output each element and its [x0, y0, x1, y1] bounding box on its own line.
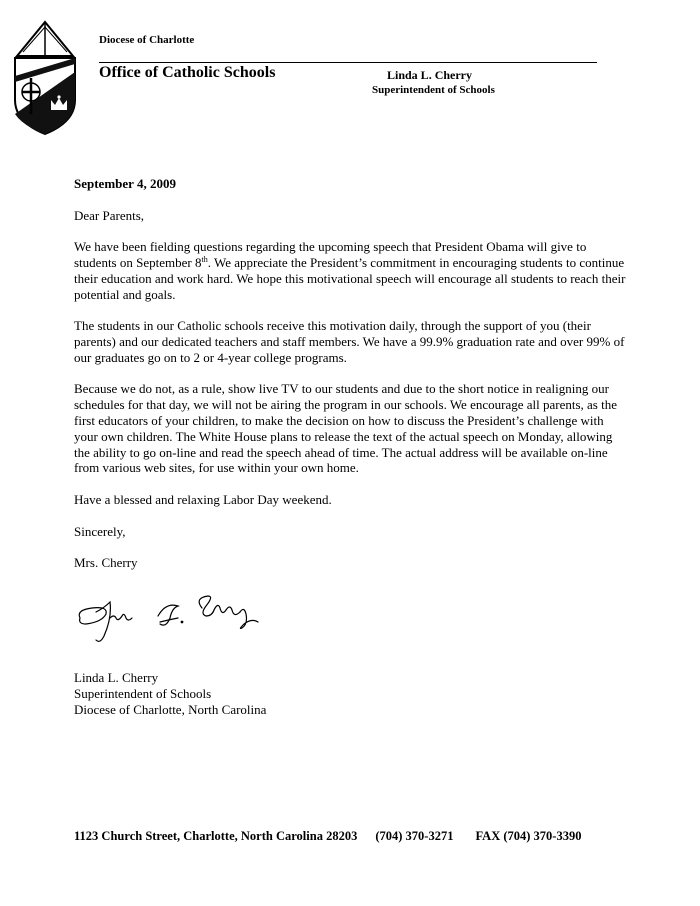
paragraph-1-start: We have been fielding questions regarding the upcoming speech that President Obama will give to students on September 8 — [74, 239, 587, 270]
ordinal-suffix: th — [201, 254, 208, 264]
office-name: Office of Catholic Schools — [99, 64, 276, 81]
diocese-seal-icon — [13, 18, 77, 136]
footer-fax: FAX (704) 370-3390 — [475, 829, 582, 843]
paragraph-1-end: . We appreciate the President’s commitment in encouraging students to continue their education and work hard. We hope this motivational speech will encourage all students to reach their potential and goals. — [74, 254, 626, 302]
signer-organization: Diocese of Charlotte, North Carolina — [74, 702, 267, 717]
handwritten-signature — [74, 588, 274, 648]
signature-block — [74, 670, 266, 718]
closing: Sincerely, — [74, 523, 126, 539]
signoff: Mrs. Cherry — [74, 555, 138, 571]
superintendent-title: Superintendent of Schools — [372, 84, 495, 96]
signer-title: Superintendent of Schools — [74, 686, 212, 701]
letter-date: September 4, 2009 — [74, 176, 176, 191]
header-rule — [99, 62, 597, 63]
salutation: Dear Parents, — [74, 207, 145, 223]
footer-phone: (704) 370-3271 — [375, 829, 454, 843]
paragraph-3: Because we do not, as a rule, show live TV to our students and due to the short notice in realigning our schedules for that day, we will not be airing the program in our schools. We encourage all parents, as the first educators of your children, to make the decision on how to discuss the President’s challenge with your own children. The White House plans to release the text of the actual speech on Monday, allowing the ability to go on-line and read the speech ahead of time. The actual address will be available on-line from various web sites, for use within your own home. — [74, 381, 617, 476]
paragraph-2: The students in our Catholic schools receive this motivation daily, through the support of you (their parents) and our dedicated teachers and staff members. We have a 99.9% graduation rate and over 99% of our graduates go on to 2 or 4-year college programs. — [74, 318, 625, 365]
footer-address: 1123 Church Street, Charlotte, North Carolina 28203 — [74, 829, 358, 843]
diocese-name: Diocese of Charlotte — [99, 34, 195, 46]
letterhead-footer — [74, 829, 581, 844]
paragraph-1 — [74, 239, 627, 302]
superintendent-name: Linda L. Cherry — [387, 68, 473, 82]
letter-body — [74, 176, 627, 587]
paragraph-4: Have a blessed and relaxing Labor Day weekend. — [74, 491, 332, 507]
signer-name: Linda L. Cherry — [74, 670, 159, 685]
